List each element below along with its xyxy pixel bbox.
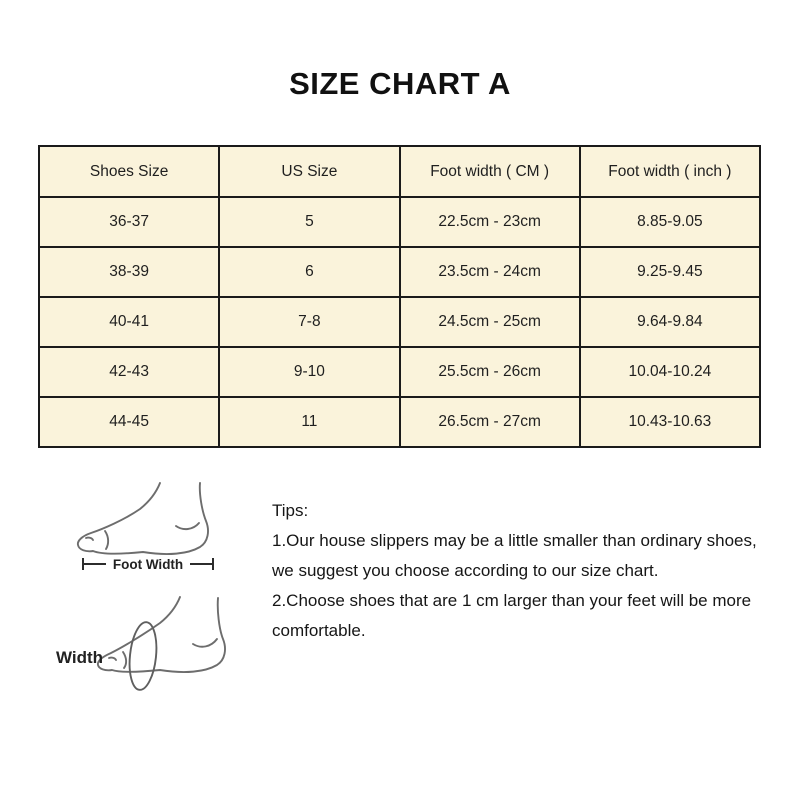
girth-measurement-ellipse	[127, 621, 160, 691]
tip-item-1: 1.Our house slippers may be a little smaller than ordinary shoes, we suggest you choose according to our size chart.	[272, 531, 757, 580]
table-row	[39, 247, 760, 297]
table-row	[39, 347, 760, 397]
dimension-tick-right	[212, 558, 214, 570]
cell-foot-width-inch: 10.43-10.63	[580, 397, 760, 447]
cell-us-size: 7-8	[219, 297, 399, 347]
tip-item-2: 2.Choose shoes that are 1 cm larger than your feet will be more comfortable.	[272, 591, 752, 640]
cell-foot-width-cm: 24.5cm - 25cm	[400, 297, 580, 347]
column-header-us-size: US Size	[219, 146, 399, 197]
cell-us-size: 5	[219, 197, 399, 247]
cell-shoes-size: 44-45	[39, 397, 219, 447]
cell-foot-width-inch: 9.64-9.84	[580, 297, 760, 347]
width-label: Width	[56, 648, 104, 667]
table-row	[39, 297, 760, 347]
foot-width-dimension-line	[82, 556, 214, 572]
table-row	[39, 197, 760, 247]
size-table-header-row	[39, 146, 760, 197]
column-header-shoes-size: Shoes Size	[39, 146, 219, 197]
foot-width-label: Foot Width	[112, 556, 184, 572]
dimension-rule-right	[190, 563, 212, 565]
column-header-foot-width-inch: Foot width ( inch )	[580, 146, 760, 197]
cell-us-size: 6	[219, 247, 399, 297]
size-table-header	[39, 146, 760, 197]
cell-us-size: 9-10	[219, 347, 399, 397]
size-table	[38, 145, 761, 448]
dimension-rule-left	[84, 563, 106, 565]
tips-heading: Tips:	[272, 501, 309, 520]
foot-girth-illustration	[85, 592, 237, 696]
cell-shoes-size: 36-37	[39, 197, 219, 247]
cell-foot-width-cm: 26.5cm - 27cm	[400, 397, 580, 447]
size-table-body	[39, 197, 760, 447]
cell-foot-width-inch: 8.85-9.05	[580, 197, 760, 247]
cell-foot-width-inch: 10.04-10.24	[580, 347, 760, 397]
cell-shoes-size: 42-43	[39, 347, 219, 397]
page-title: SIZE CHART A	[289, 66, 511, 101]
column-header-foot-width-cm: Foot width ( CM )	[400, 146, 580, 197]
cell-us-size: 11	[219, 397, 399, 447]
cell-foot-width-cm: 25.5cm - 26cm	[400, 347, 580, 397]
tips-block	[272, 496, 774, 646]
cell-foot-width-cm: 23.5cm - 24cm	[400, 247, 580, 297]
cell-foot-width-inch: 9.25-9.45	[580, 247, 760, 297]
foot-side-profile-illustration	[72, 480, 224, 562]
table-row	[39, 397, 760, 447]
cell-foot-width-cm: 22.5cm - 23cm	[400, 197, 580, 247]
cell-shoes-size: 40-41	[39, 297, 219, 347]
cell-shoes-size: 38-39	[39, 247, 219, 297]
